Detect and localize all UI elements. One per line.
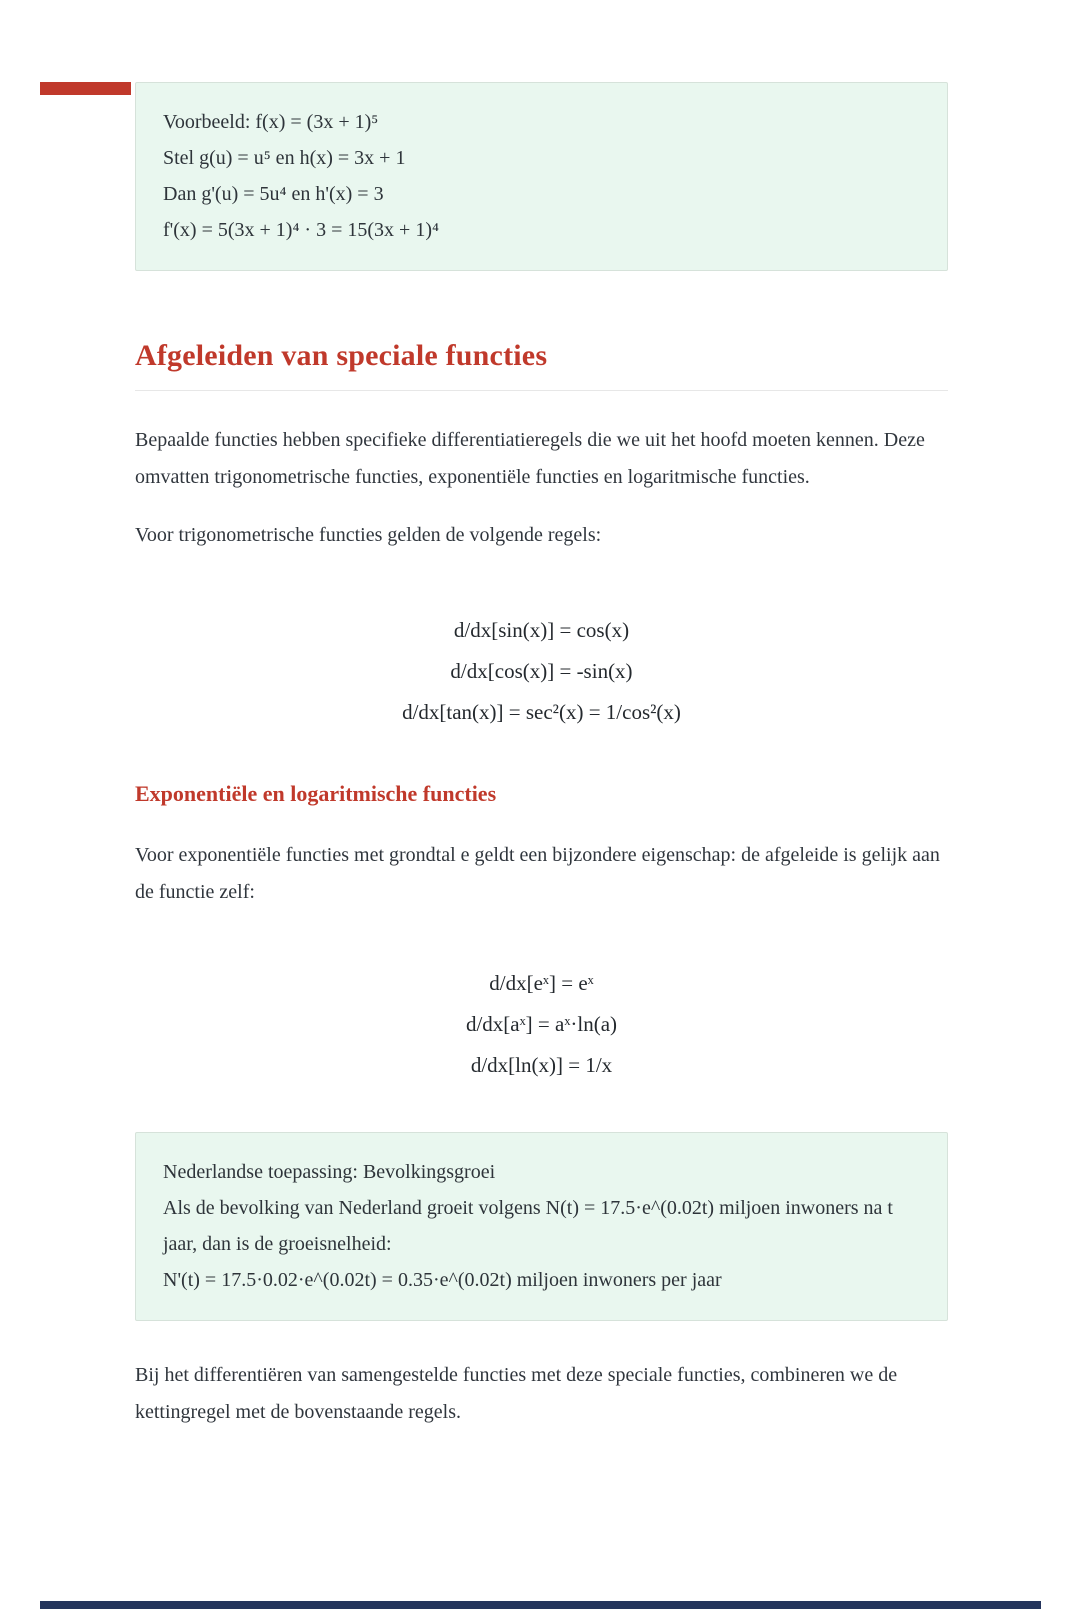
application-line: N'(t) = 17.5·0.02·e^(0.02t) = 0.35·e^(0.02t) miljoen inwoners per jaar [163, 1269, 722, 1291]
outro-paragraph: Bij het differentiëren van samengestelde functies met deze speciale functies, combineren we de kettingregel met de bovenstaande regels. [135, 1364, 898, 1423]
exp-intro-paragraph: Voor exponentiële functies met grondtal e geldt een bijzondere eigenschap: de afgeleide is gelijk aan de functie zelf: [135, 844, 940, 903]
formula-line: d/dx[tan(x)] = sec²(x) = 1/cos²(x) [402, 700, 681, 724]
exp-formula-block [135, 963, 948, 1086]
example-line: Voorbeeld: f(x) = (3x + 1)⁵ [163, 111, 379, 133]
example-callout-box [135, 82, 948, 271]
formula-line: d/dx[eˣ] = eˣ [489, 971, 594, 995]
formula-line: d/dx[aˣ] = aˣ·ln(a) [465, 1012, 618, 1036]
formula-line: d/dx[ln(x)] = 1/x [470, 1053, 613, 1077]
section-divider [135, 390, 948, 391]
trig-lead-paragraph: Voor trigonometrische functies gelden de volgende regels: [135, 524, 602, 546]
page-bottom-bar-fragment [40, 1601, 1041, 1609]
example-line: f'(x) = 5(3x + 1)⁴ · 3 = 15(3x + 1)⁴ [163, 219, 439, 241]
application-line: Nederlandse toepassing: Bevolkingsgroei [163, 1161, 496, 1183]
example-line: Dan g'(u) = 5u⁴ en h'(x) = 3 [163, 183, 384, 205]
application-callout-box [135, 1132, 948, 1321]
application-line: Als de bevolking van Nederland groeit volgens N(t) = 17.5·e^(0.02t) miljoen inwoners na t jaar, dan is de groeisnelheid: [163, 1197, 893, 1255]
page-top-red-fragment [40, 82, 131, 95]
example-line: Stel g(u) = u⁵ en h(x) = 3x + 1 [163, 147, 406, 169]
subsection-title: Exponentiële en logaritmische functies [135, 781, 497, 806]
formula-line: d/dx[cos(x)] = -sin(x) [450, 659, 633, 683]
trig-formula-block [135, 610, 948, 733]
formula-line: d/dx[sin(x)] = cos(x) [453, 618, 630, 642]
document-content [0, 82, 1080, 1431]
intro-paragraph: Bepaalde functies hebben specifieke differentiatieregels die we uit het hoofd moeten kennen. Deze omvatten trigonometrische functies, exponentiële functies en logaritmische functies. [135, 429, 925, 488]
section-title: Afgeleiden van speciale functies [135, 339, 548, 372]
